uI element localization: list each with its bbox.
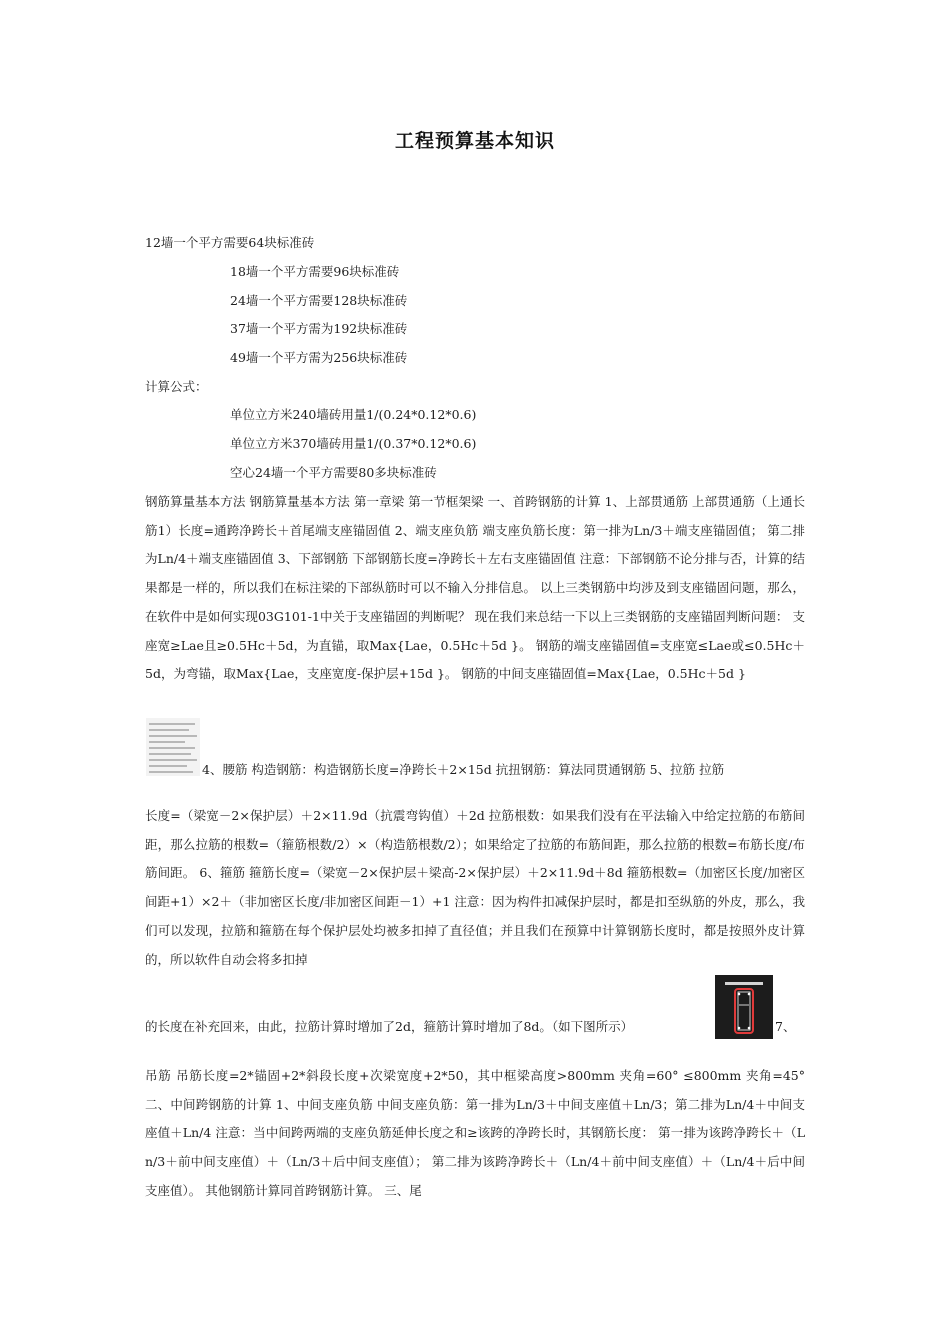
- formula-line-hollow: 空心24墙一个平方需要80多块标准砖: [230, 465, 437, 480]
- formula-line-240: 单位立方米240墙砖用量1/(0.24*0.12*0.6): [230, 407, 477, 422]
- rebar-paragraph-2: 长度=（梁宽－2×保护层）＋2×11.9d（抗震弯钩值）＋2d 拉筋根数：如果我们没有在平法输入中给定拉筋的布筋间距，那么拉筋的根数=（箍筋根数/2）×（构造筋根数/2）；如果给定了拉筋的布筋间距，那么拉筋的根数=布筋长度/布筋间距。 6、箍筋 箍筋长度=（梁宽－2×保护层＋梁高-2×保护层）＋2×11.9d＋8d 箍筋根数=（加密区长度/加密区间距+1）×2＋（非加密区长度/非加密区间距－1）+1 注意：因为构件扣减保护层时，都是扣至纵筋的外皮，那么，我们可以发现，拉筋和箍筋在每个保护层处均被多扣掉了直径值；并且我们在预算中计算钢筋长度时，都是按照外皮计算的，所以软件自动会将多扣掉: [145, 808, 805, 967]
- stirrup-diagram-svg: [715, 975, 773, 1039]
- stirrup-diagram: [715, 975, 773, 1039]
- brick-line-37: 37墙一个平方需为192块标准砖: [230, 321, 408, 336]
- rebar-paragraph-3-tail: 7、: [775, 1019, 796, 1034]
- rebar-table-thumbnail: [146, 718, 200, 776]
- rebar-paragraph-2-lead: 4、腰筋 构造钢筋：构造钢筋长度=净跨长＋2×15d 抗扭钢筋：算法同贯通钢筋 5、拉筋 拉筋: [202, 762, 725, 777]
- rebar-paragraph-1: 钢筋算量基本方法 钢筋算量基本方法 第一章梁 第一节框架梁 一、首跨钢筋的计算 1、上部贯通筋 上部贯通筋（上通长筋1）长度=通跨净跨长＋首尾端支座锚固值 2、端支座负筋 端支座负筋长度：第一排为Ln/3＋端支座锚固值； 第二排为Ln/4＋端支座锚固值 3、下部钢筋 下部钢筋长度=净跨长＋左右支座锚固值 注意：下部钢筋不论分排与否，计算的结果都是一样的，所以我们在标注梁的下部纵筋时可以不输入分排信息。 以上三类钢筋中均涉及到支座锚固问题，那么，在软件中是如何实现03G101-1中关于支座锚固的判断呢？ 现在我们来总结一下以上三类钢筋的支座锚固判断问题： 支座宽≥Lae且≥0.5Hc＋5d，为直锚，取Max{Lae，0.5Hc＋5d }。 钢筋的端支座锚固值=支座宽≤Lae或≤0.5Hc＋5d，为弯锚，取Max{Lae，支座宽度-保护层+15d }。 钢筋的中间支座锚固值=Max{Lae，0.5Hc＋5d }: [145, 494, 805, 682]
- document-title: 工程预算基本知识: [394, 130, 555, 152]
- rebar-paragraph-4: 吊筋 吊筋长度=2*锚固+2*斜段长度+次梁宽度+2*50，其中框梁高度>800mm 夹角=60° ≤800mm 夹角=45° 二、中间跨钢筋的计算 1、中间支座负筋 中间支座负筋：第一排为Ln/3＋中间支座值＋Ln/3；第二排为Ln/4＋中间支座值＋Ln/4 注意：当中间跨两端的支座负筋延伸长度之和≥该跨的净跨长时，其钢筋长度： 第一排为该跨净跨长＋（Ln/3＋前中间支座值）＋（Ln/3＋后中间支座值）； 第二排为该跨净跨长＋（Ln/4＋前中间支座值）＋（Ln/4＋后中间支座值）。 其他钢筋计算同首跨钢筋计算。 三、尾: [145, 1068, 805, 1198]
- formula-heading: 计算公式：: [145, 379, 208, 394]
- brick-line-18: 18墙一个平方需要96块标准砖: [230, 264, 400, 279]
- brick-line-49: 49墙一个平方需为256块标准砖: [230, 350, 408, 365]
- rebar-paragraph-3-lead: 的长度在补充回来，由此，拉筋计算时增加了2d，箍筋计算时增加了8d。（如下图所示）: [145, 1019, 634, 1034]
- formula-line-370: 单位立方米370墙砖用量1/(0.37*0.12*0.6): [230, 436, 477, 451]
- brick-line-12: 12墙一个平方需要64块标准砖: [145, 235, 315, 250]
- brick-line-24: 24墙一个平方需要128块标准砖: [230, 293, 408, 308]
